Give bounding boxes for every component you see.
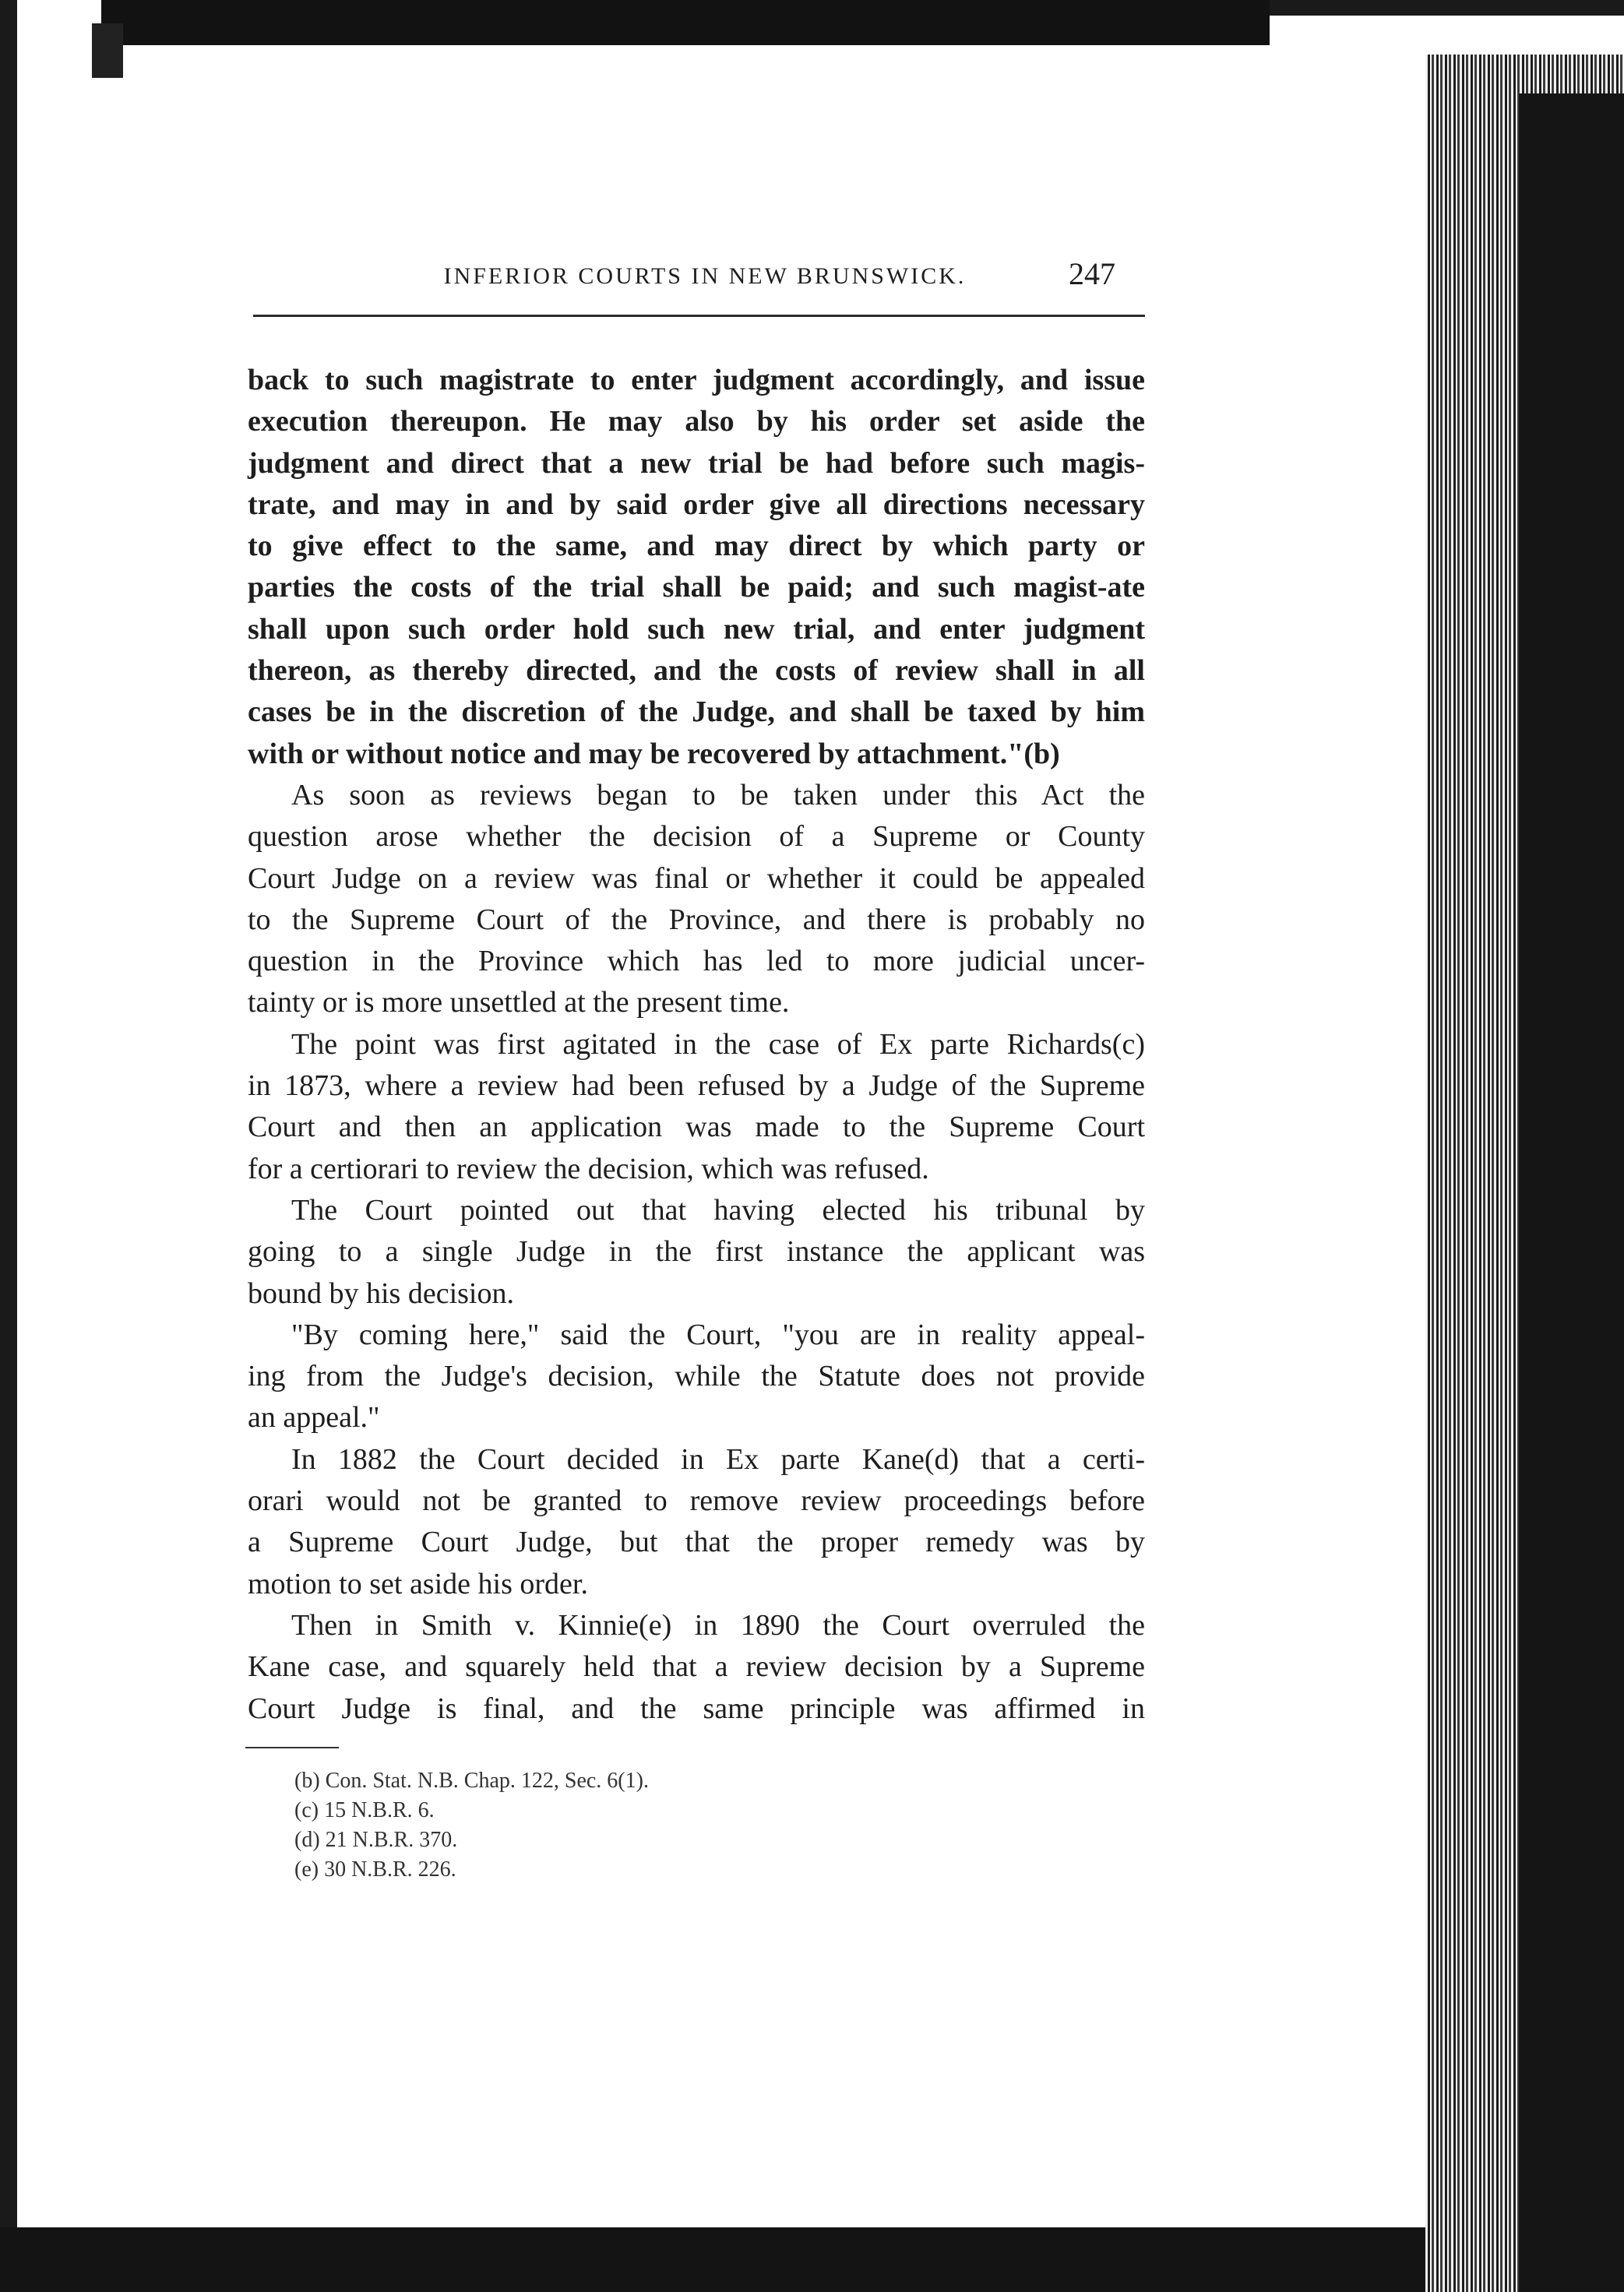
footnote-e: (e) 30 N.B.R. 226. — [294, 1857, 456, 1882]
text-line: parties the costs of the trial shall be paid; and such magist-ate — [248, 571, 1145, 604]
text-line: for a certiorari to review the decision, which was refused. — [248, 1152, 929, 1185]
text-line: to the Supreme Court of the Province, and there is probably no — [248, 903, 1145, 936]
page-number: 247 — [1069, 256, 1115, 291]
text-line: Court Judge on a review was final or whether it could be appealed — [248, 861, 1145, 895]
text-line: tainty or is more unsettled at the present time. — [248, 986, 790, 1019]
text-line: in 1873, where a review had been refused by a Judge of the Supreme — [248, 1069, 1145, 1103]
text-line: Court Judge is final, and the same principle was affirmed in — [248, 1692, 1145, 1725]
running-title: INFERIOR COURTS IN NEW BRUNSWICK. — [443, 263, 967, 289]
paragraph-2 — [248, 775, 1145, 1024]
text-line: The point was first agitated in the case of Ex parte Richards(c) — [291, 1027, 1145, 1061]
text-line: with or without notice and may be recovered by attachment."(b) — [248, 737, 1060, 770]
text-line: The Court pointed out that having elected his tribunal by — [291, 1193, 1145, 1227]
text-line: an appeal." — [248, 1401, 380, 1435]
text-line: trate, and may in and by said order give all directions necessary — [248, 488, 1145, 521]
text-line: cases be in the discretion of the Judge, and shall be taxed by him — [248, 695, 1145, 729]
text-line: a Supreme Court Judge, but that the proper remedy was by — [248, 1526, 1145, 1559]
text-line: orari would not be granted to remove review proceedings before — [248, 1484, 1145, 1518]
paragraph-4 — [248, 1190, 1145, 1315]
text-line: motion to set aside his order. — [248, 1567, 588, 1600]
paragraph-6 — [248, 1439, 1145, 1605]
text-line: judgment and direct that a new trial be had before such magis- — [248, 446, 1145, 480]
header-rule — [253, 315, 1145, 317]
text-line: ing from the Judge's decision, while the Statute does not provide — [248, 1360, 1145, 1393]
footnotes — [294, 1766, 649, 1885]
text-line: shall upon such order hold such new trial, and enter judgment — [248, 612, 1145, 646]
text-line: Court and then an application was made to the Supreme Court — [248, 1111, 1145, 1144]
text-line: "By coming here," said the Court, "you are in reality appeal- — [291, 1318, 1145, 1351]
text-line: Then in Smith v. Kinnie(e) in 1890 the Court overruled the — [291, 1608, 1145, 1642]
text-line: In 1882 the Court decided in Ex parte Kane(d) that a certi- — [291, 1442, 1145, 1476]
text-line: bound by his decision. — [248, 1276, 514, 1310]
text-line: back to such magistrate to enter judgment accordingly, and issue — [248, 364, 1145, 396]
footnote-d: (d) 21 N.B.R. 370. — [294, 1828, 458, 1852]
text-line: As soon as reviews began to be taken under this Act the — [291, 778, 1145, 812]
paragraph-3 — [248, 1024, 1145, 1190]
text-line: to give effect to the same, and may direct by which party or — [248, 530, 1145, 563]
footnote-c: (c) 15 N.B.R. 6. — [294, 1798, 435, 1822]
text-line: thereon, as thereby directed, and the costs of review shall in all — [248, 654, 1145, 688]
body-text — [248, 360, 1145, 1730]
footnote-rule — [245, 1747, 339, 1748]
text-line: question arose whether the decision of a Supreme or County — [248, 820, 1145, 854]
paragraph-1 — [248, 360, 1145, 775]
paragraph-7 — [248, 1605, 1145, 1730]
footnote-b: (b) Con. Stat. N.B. Chap. 122, Sec. 6(1). — [294, 1769, 649, 1793]
text-line: execution thereupon. He may also by his order set aside the — [248, 405, 1145, 438]
text-line: Kane case, and squarely held that a review decision by a Supreme — [248, 1650, 1145, 1684]
text-line: question in the Province which has led to more judicial uncer- — [248, 945, 1145, 978]
text-line: going to a single Judge in the first instance the applicant was — [248, 1235, 1145, 1269]
paragraph-5 — [248, 1315, 1145, 1439]
